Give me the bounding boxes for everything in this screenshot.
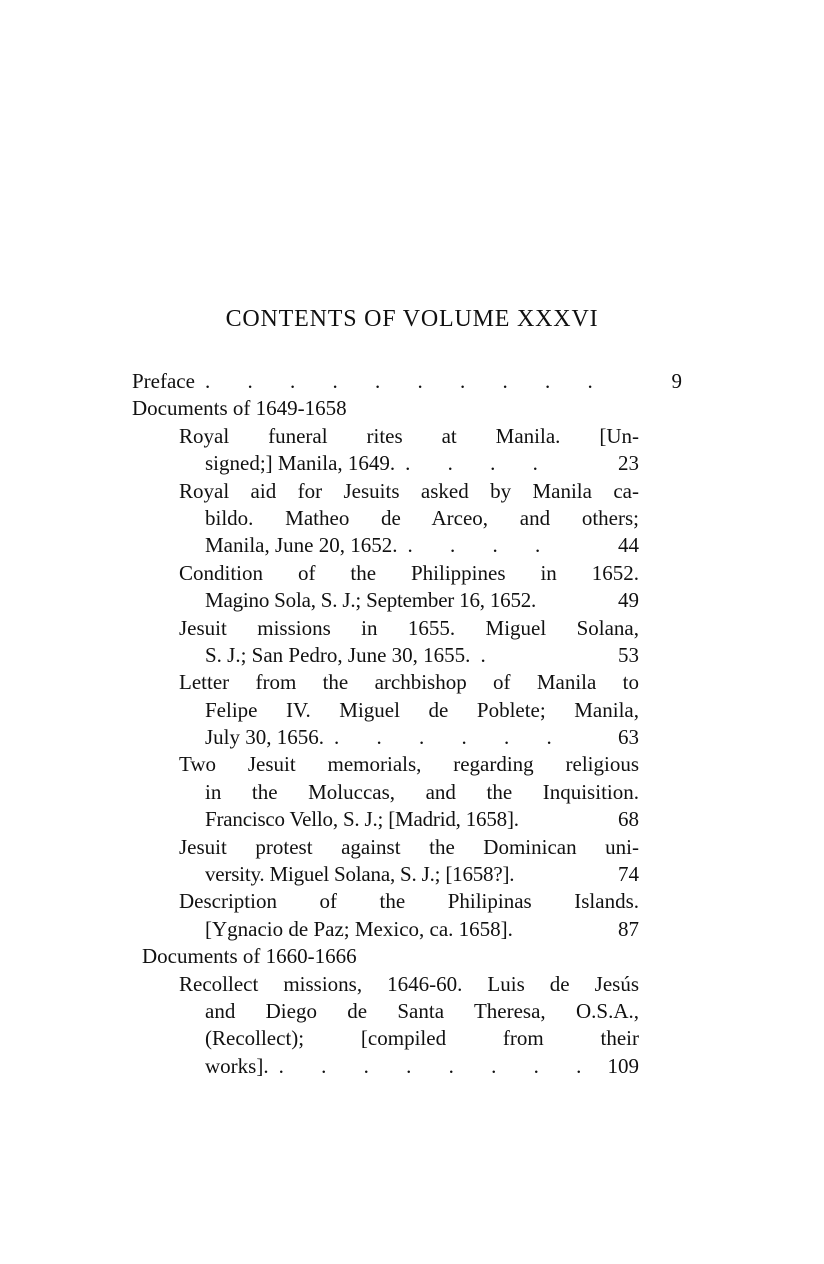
entry-line	[132, 1053, 639, 1080]
entry-line	[132, 916, 639, 943]
page-number: 53	[618, 642, 639, 667]
page-number: 109	[607, 1053, 639, 1078]
entry-text: Manila, June 20, 1652.	[205, 533, 398, 558]
page-title: CONTENTS OF VOLUME XXXVI	[225, 306, 599, 332]
page-number: 49	[618, 588, 639, 613]
entry-line	[132, 587, 639, 614]
entry-line: Jesuit missions in 1655. Miguel Solana,	[179, 615, 639, 640]
entry-text: Preface	[132, 369, 195, 393]
entry-text: Magino Sola, S. J.; September 16, 1652.	[205, 588, 537, 613]
entry-text: S. J.; San Pedro, June 30, 1655.	[205, 642, 471, 667]
page-number: 23	[618, 451, 639, 476]
dot-leader: . . . .	[407, 533, 557, 558]
entry-line: Letter from the archbishop of Manila to	[179, 670, 639, 695]
page-number: 87	[618, 916, 639, 941]
section-heading: Documents of 1660-1666	[142, 944, 357, 969]
entry-line: Two Jesuit memorials, regarding religious	[179, 752, 639, 777]
entry-line: Royal funeral rites at Manila. [Un-	[179, 423, 639, 448]
dot-leader: .	[480, 642, 502, 667]
entry-line: Recollect missions, 1646-60. Luis de Jesús	[179, 971, 639, 996]
entry-line	[132, 806, 639, 833]
entry-line	[132, 642, 639, 669]
entry-text: [Ygnacio de Paz; Mexico, ca. 1658].	[205, 916, 513, 941]
entry-text: works].	[205, 1053, 269, 1078]
page-number: 63	[618, 725, 639, 750]
page-number: 68	[618, 807, 639, 832]
entry-line: Jesuit protest against the Dominican uni-	[179, 834, 639, 859]
entry-line: Royal aid for Jesuits asked by Manila ca-	[179, 478, 639, 503]
dot-leader: . . . .	[405, 451, 554, 476]
dot-leader: . . . . . . . .	[278, 1053, 598, 1078]
entry-text: signed;] Manila, 1649.	[205, 451, 396, 476]
entry-text: July 30, 1656.	[205, 725, 325, 750]
toc-entry-preface	[132, 368, 682, 395]
entry-line: bildo. Matheo de Arceo, and others;	[205, 505, 639, 530]
entry-line: Description of the Philipinas Islands.	[179, 889, 639, 914]
entry-line: in the Moluccas, and the Inquisition.	[205, 779, 639, 804]
entry-line	[132, 861, 639, 888]
entry-line: Condition of the Philippines in 1652.	[179, 560, 639, 585]
dot-leader: . . . . . .	[334, 725, 568, 750]
section-heading: Documents of 1649-1658	[132, 396, 347, 421]
entry-line: Felipe IV. Miguel de Poblete; Manila,	[205, 697, 639, 722]
entry-text: Francisco Vello, S. J.; [Madrid, 1658].	[205, 807, 519, 832]
entry-line: (Recollect); [compiled from their	[205, 1026, 639, 1051]
entry-line	[132, 450, 639, 477]
page-number: 44	[618, 533, 639, 558]
entry-line	[132, 724, 639, 751]
table-of-contents	[132, 368, 682, 1080]
entry-text: versity. Miguel Solana, S. J.; [1658?].	[205, 862, 515, 887]
entry-line	[132, 532, 639, 559]
page-number: 9	[671, 369, 682, 393]
dot-leader: . . . . . . . . . .	[204, 369, 609, 393]
page-number: 74	[618, 862, 639, 887]
entry-line: and Diego de Santa Theresa, O.S.A.,	[205, 998, 639, 1023]
